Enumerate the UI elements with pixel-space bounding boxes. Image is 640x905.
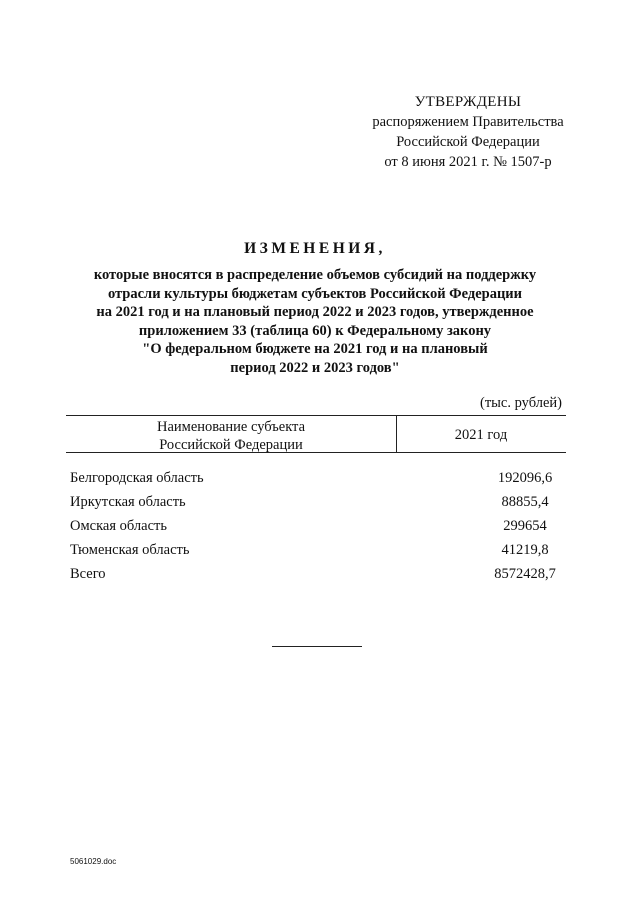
document-subtitle bbox=[60, 266, 570, 377]
table-row bbox=[70, 494, 566, 518]
approval-line-3: Российской Федерации bbox=[396, 134, 540, 150]
subtitle-line-4: приложением 33 (таблица 60) к Федеральному закону bbox=[138, 322, 492, 339]
row-subject-name: Иркутская область bbox=[70, 494, 186, 510]
table-header-subject bbox=[66, 418, 396, 454]
table-row bbox=[70, 470, 566, 494]
subtitle-line-3: на 2021 год и на плановый период 2022 и 2023 годов, утвержденное bbox=[96, 304, 534, 320]
document-file-id: 5061029.doc bbox=[70, 857, 117, 866]
units-label: (тыс. рублей) bbox=[480, 395, 562, 411]
subtitle-line-6: период 2022 и 2023 годов" bbox=[230, 359, 400, 376]
row-subject-name: Белгородская область bbox=[70, 470, 204, 486]
subtitle-line-5: "О федеральном бюджете на 2021 год и на плановый bbox=[142, 341, 488, 357]
table-top-border bbox=[66, 415, 566, 416]
row-subject-name: Тюменская область bbox=[70, 542, 190, 558]
approval-line-4: от 8 июня 2021 г. № 1507-р bbox=[384, 154, 552, 170]
table-row bbox=[70, 542, 566, 566]
header-subject-line-2: Российской Федерации bbox=[159, 437, 303, 453]
document-title: ИЗМЕНЕНИЯ, bbox=[244, 240, 386, 257]
row-subject-name: Всего bbox=[70, 566, 106, 582]
row-value: 192096,6 bbox=[497, 470, 553, 486]
header-subject-line-1: Наименование субъекта bbox=[156, 419, 306, 435]
approval-heading: УТВЕРЖДЕНЫ bbox=[414, 94, 522, 110]
end-of-document-divider bbox=[272, 646, 362, 647]
subtitle-line-2: отрасли культуры бюджетам субъектов Российской Федерации bbox=[107, 285, 523, 302]
approval-line-2: распоряжением Правительства bbox=[372, 114, 564, 130]
subtitle-line-1: которые вносятся в распределение объемов субсидий на поддержку bbox=[93, 267, 537, 283]
row-value: 299654 bbox=[503, 518, 547, 534]
table-row-total bbox=[70, 566, 566, 590]
row-value: 8572428,7 bbox=[494, 566, 556, 582]
table-header-year: 2021 год bbox=[454, 427, 508, 443]
approval-block bbox=[320, 92, 616, 172]
row-value: 88855,4 bbox=[501, 494, 549, 510]
table-row bbox=[70, 518, 566, 542]
row-subject-name: Омская область bbox=[70, 518, 167, 534]
row-value: 41219,8 bbox=[501, 542, 549, 558]
